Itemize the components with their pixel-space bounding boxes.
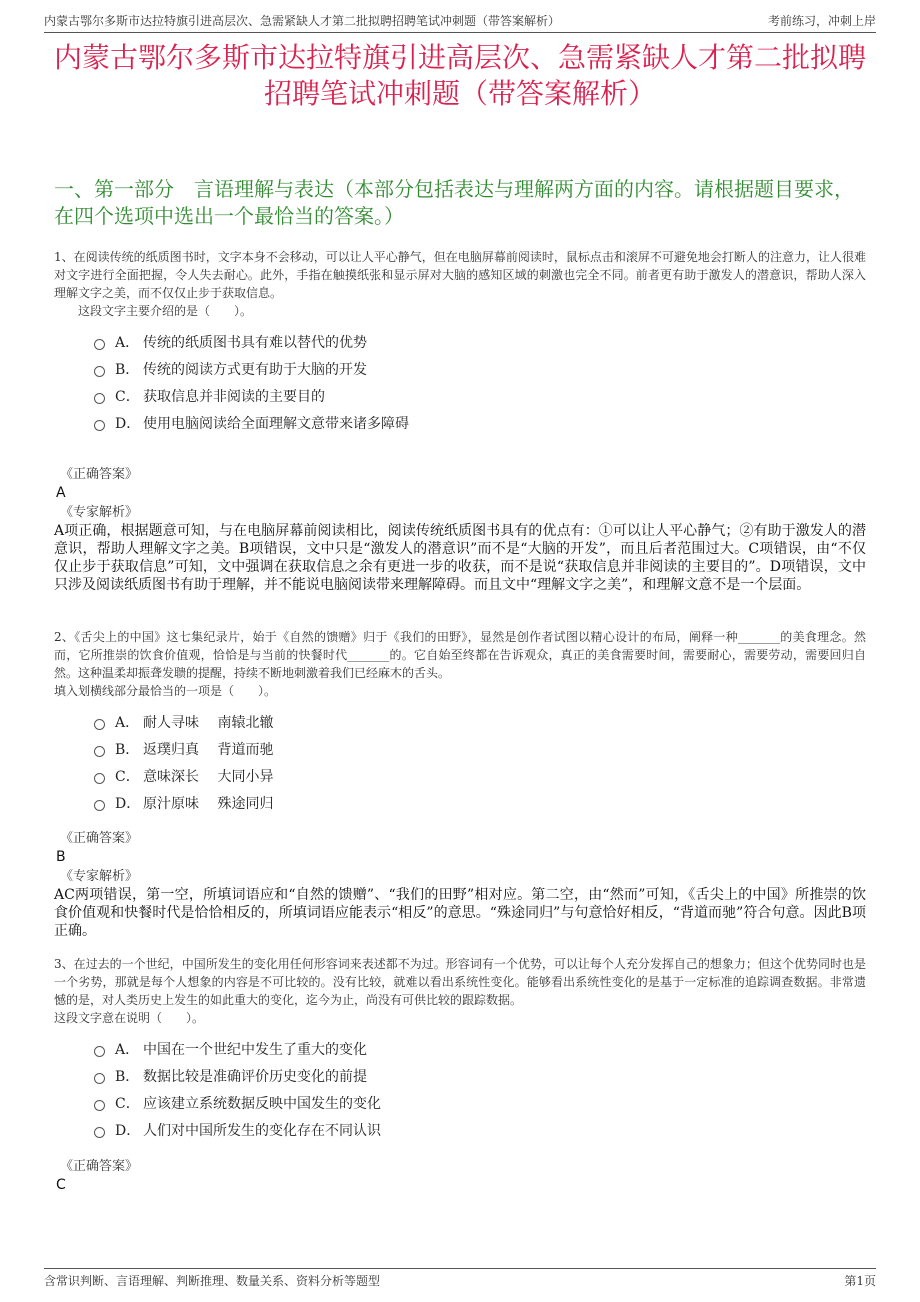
option-c[interactable]: [94, 1089, 866, 1116]
running-header-slogan: 考前练习，冲刺上岸: [767, 14, 876, 28]
option-letter: C．: [115, 768, 140, 785]
option-text: 原汁原味 殊途同归: [143, 795, 274, 812]
option-d[interactable]: [94, 409, 866, 436]
option-letter: A．: [115, 1041, 140, 1058]
answer-block-3: [54, 1158, 866, 1194]
option-letter: C．: [115, 1095, 140, 1112]
question-text: 2、《舌尖上的中国》这七集纪录片，始于《自然的馈赠》归于《我们的田野》，显然是创作者试图以精心设计的布局，阐释一种_______的美食理念。然而，它所推崇的饮食价值观，恰恰是与当前的快餐时代_______的。它自始至终都在告诉观众，真正的美食需要时间，需要耐心，需要劳动，需要回归自然。这种温柔却振聋发聩的提醒，持续不断地刺激着我们已经麻木的舌头。: [54, 630, 866, 680]
answer-label: 《正确答案》: [60, 1159, 139, 1174]
option-letter: D．: [115, 795, 141, 812]
page-number: 第1页: [844, 1274, 876, 1288]
option-b[interactable]: [94, 735, 866, 762]
option-text: 数据比较是准确评价历史变化的前提: [143, 1068, 367, 1085]
option-text: 耐人寻味 南辕北辙: [143, 714, 274, 731]
answer-label: 《正确答案》: [60, 831, 139, 846]
running-header-title: 内蒙古鄂尔多斯市达拉特旗引进高层次、急需紧缺人才第二批拟聘招聘笔试冲刺题（带答案解析）: [44, 14, 561, 28]
radio-icon[interactable]: [94, 800, 105, 811]
option-d[interactable]: [94, 789, 866, 816]
option-c[interactable]: [94, 762, 866, 789]
footer-description: 含常识判断、言语理解、判断推理、数量关系、资料分析等题型: [44, 1274, 381, 1288]
option-a[interactable]: [94, 328, 866, 355]
radio-icon[interactable]: [94, 1073, 105, 1084]
answer-label: 《正确答案》: [60, 467, 139, 482]
question-1: [54, 248, 866, 436]
radio-icon[interactable]: [94, 1100, 105, 1111]
answer-block-1: [54, 466, 866, 594]
document-title: 内蒙古鄂尔多斯市达拉特旗引进高层次、急需紧缺人才第二批拟聘招聘笔试冲刺题（带答案解析）: [53, 41, 866, 110]
analysis-label: 《专家解析》: [60, 505, 139, 520]
radio-icon[interactable]: [94, 746, 105, 757]
radio-icon[interactable]: [94, 773, 105, 784]
option-letter: B．: [115, 741, 140, 758]
option-b[interactable]: [94, 355, 866, 382]
option-letter: B．: [115, 1068, 140, 1085]
option-text: 传统的纸质图书具有难以替代的优势: [143, 334, 367, 351]
radio-icon[interactable]: [94, 393, 105, 404]
question-prompt: 这段文字意在说明（ ）。: [54, 1011, 205, 1025]
analysis-text: AC两项错误，第一空，所填词语应和“自然的馈赠”、“我们的田野”相对应。第二空，由“然而”可知，《舌尖上的中国》所推崇的饮食价值观和快餐时代是恰恰相反的，所填词语应能表示“相反”的意思。“殊途同归”与句意恰好相反，“背道而驰”符合句意。因此B项正确。: [54, 887, 866, 939]
radio-icon[interactable]: [94, 420, 105, 431]
option-c[interactable]: [94, 382, 866, 409]
option-text: 传统的阅读方式更有助于大脑的开发: [143, 361, 367, 378]
question-prompt: 填入划横线部分最恰当的一项是（ ）。: [54, 684, 277, 698]
option-letter: D．: [115, 1122, 141, 1139]
question-text: 3、在过去的一个世纪，中国所发生的变化用任何形容词来表述都不为过。形容词有一个优势，可以让每个人充分发挥自己的想象力；但这个优势同时也是一个劣势，那就是每个人想象的内容是不可比较的。没有比较，就难以看出系统性变化。能够看出系统性变化的是基于一定标准的追踪调查数据。非常遗憾的是，对人类历史上发生的如此重大的变化，迄今为止，尚没有可供比较的跟踪数据。: [54, 957, 866, 1007]
option-letter: D．: [115, 415, 141, 432]
radio-icon[interactable]: [94, 719, 105, 730]
radio-icon[interactable]: [94, 1127, 105, 1138]
header-divider: [44, 32, 876, 33]
question-text: 1、在阅读传统的纸质图书时，文字本身不会移动，可以让人平心静气，但在电脑屏幕前阅读时，鼠标点击和滚屏不可避免地会打断人的注意力，让人很难对文字进行全面把握，令人失去耐心。此外，手指在触摸纸张和显示屏对大脑的感知区域的刺激也完全不同。前者更有助于激发人的潜意识，帮助人深入理解文字之美，而不仅仅止步于获取信息。: [54, 250, 866, 300]
section-heading: 一、第一部分 言语理解与表达（本部分包括表达与理解两方面的内容。请根据题目要求，在四个选项中选出一个最恰当的答案。）: [54, 177, 854, 228]
option-letter: A．: [115, 334, 140, 351]
question-prompt: 这段文字主要介绍的是（ ）。: [78, 304, 253, 318]
radio-icon[interactable]: [94, 1046, 105, 1057]
option-list: [94, 1035, 866, 1143]
radio-icon[interactable]: [94, 339, 105, 350]
radio-icon[interactable]: [94, 366, 105, 377]
option-letter: C．: [115, 388, 140, 405]
option-text: 返璞归真 背道而驰: [143, 741, 274, 758]
analysis-label: 《专家解析》: [60, 869, 139, 884]
option-letter: A．: [115, 714, 140, 731]
option-text: 应该建立系统数据反映中国发生的变化: [143, 1095, 381, 1112]
option-text: 意味深长 大同小异: [143, 768, 274, 785]
answer-value: A: [56, 485, 66, 501]
option-text: 人们对中国所发生的变化存在不同认识: [143, 1122, 381, 1139]
option-letter: B．: [115, 361, 140, 378]
option-text: 中国在一个世纪中发生了重大的变化: [143, 1041, 367, 1058]
analysis-text: A项正确，根据题意可知，与在电脑屏幕前阅读相比，阅读传统纸质图书具有的优点有：①可以让人平心静气；②有助于激发人的潜意识，帮助人理解文字之美。B项错误，文中只是“激发人的潜意识”而不是“大脑的开发”，而且后者范围过大。C项错误，由“不仅仅止步于获取信息”可知，文中强调在获取信息之余有更进一步的收获，而不是说“获取信息并非阅读的主要目的”。D项错误，文中只涉及阅读纸质图书有助于理解，并不能说电脑阅读带来理解障碍。而且文中“理解文字之美”，和理解文意不是一个层面。: [54, 523, 866, 593]
option-list: [94, 708, 866, 816]
answer-value: C: [56, 1177, 66, 1193]
question-2: [54, 628, 866, 816]
footer-divider: [44, 1268, 876, 1269]
option-a[interactable]: [94, 1035, 866, 1062]
option-d[interactable]: [94, 1116, 866, 1143]
option-text: 使用电脑阅读给全面理解文意带来诸多障碍: [143, 415, 409, 432]
answer-value: B: [56, 849, 66, 865]
option-list: [94, 328, 866, 436]
option-text: 获取信息并非阅读的主要目的: [143, 388, 325, 405]
answer-block-2: [54, 830, 866, 940]
question-3: [54, 955, 866, 1143]
option-a[interactable]: [94, 708, 866, 735]
option-b[interactable]: [94, 1062, 866, 1089]
